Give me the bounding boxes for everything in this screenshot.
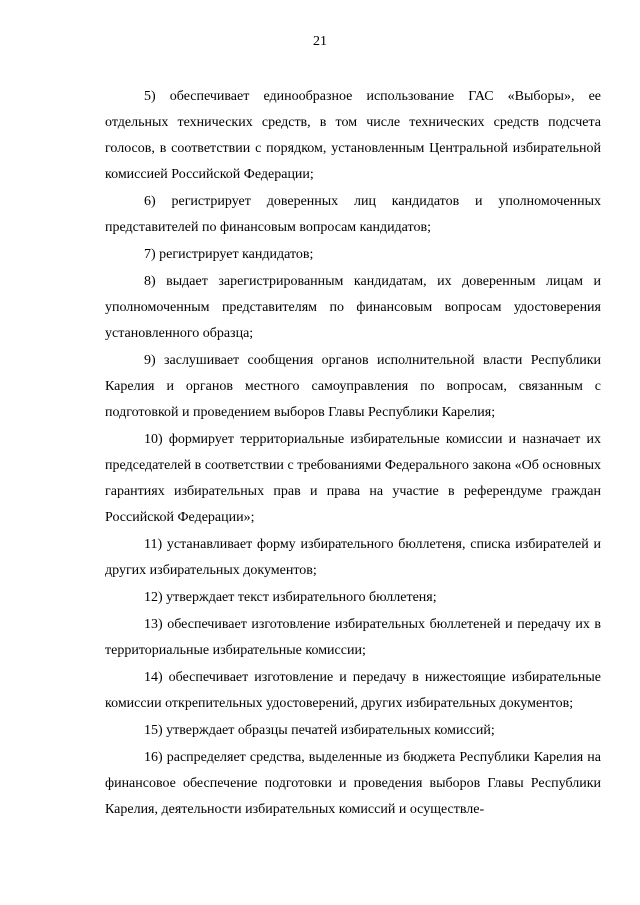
document-body (105, 84, 601, 823)
paragraph-item-14: 14) обеспечивает изготовление и передачу в нижестоящие избирательные комиссии открепительных удостоверений, других избирательных документов; (105, 670, 601, 711)
page-number: 21 (313, 34, 327, 49)
paragraph-item-12: 12) утверждает текст избирательного бюллетеня; (144, 590, 437, 605)
paragraph-item-5: 5) обеспечивает единообразное использование ГАС «Выборы», ее отдельных технических средств, в том числе технических средств подсчета голосов, в соответствии с порядком, установленным Центральной избирательной комиссией Российской Федерации; (105, 89, 601, 182)
paragraph-item-13: 13) обеспечивает изготовление избирательных бюллетеней и передачу их в территориальные избирательные комиссии; (105, 617, 601, 658)
paragraph-item-8: 8) выдает зарегистрированным кандидатам, их доверенным лицам и уполномоченным представителям по финансовым вопросам удостоверения установленного образца; (105, 274, 601, 341)
paragraph-item-16: 16) распределяет средства, выделенные из бюджета Республики Карелия на финансовое обеспечение подготовки и проведения выборов Главы Республики Карелия, деятельности избирательных комиссий и осуществле- (105, 750, 601, 817)
paragraph-item-6: 6) регистрирует доверенных лиц кандидатов и уполномоченных представителей по финансовым вопросам кандидатов; (105, 194, 601, 235)
paragraph-item-15: 15) утверждает образцы печатей избирательных комиссий; (144, 723, 495, 738)
paragraph-item-11: 11) устанавливает форму избирательного бюллетеня, списка избирателей и других избирательных документов; (105, 537, 601, 578)
paragraph-item-10: 10) формирует территориальные избирательные комиссии и назначает их председателей в соответствии с требованиями Федерального закона «Об основных гарантиях избирательных прав и права на участие в референдуме граждан Российской Федерации»; (105, 432, 601, 525)
paragraph-item-9: 9) заслушивает сообщения органов исполнительной власти Республики Карелия и органов местного самоуправления по вопросам, связанным с подготовкой и проведением выборов Главы Республики Карелия; (105, 353, 601, 420)
paragraph-item-7: 7) регистрирует кандидатов; (144, 247, 314, 262)
